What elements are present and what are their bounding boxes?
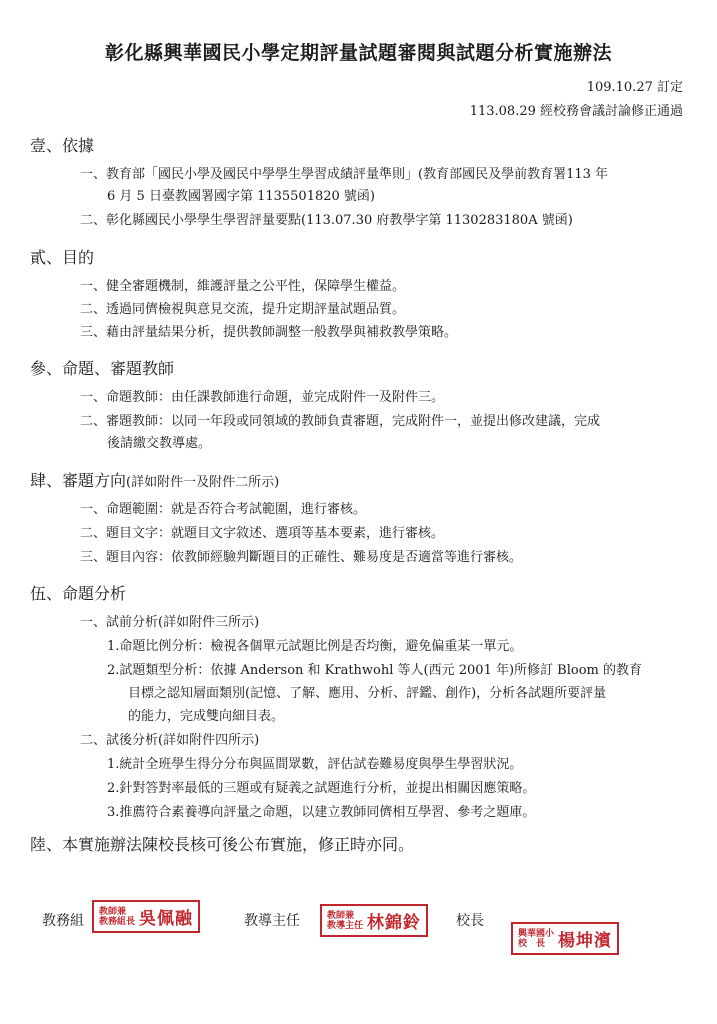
basis-item-1-cont: 6 月 5 日臺教國署國字第 1135501820 號函) [107, 189, 375, 204]
academic-affairs-label: 教務組 [42, 913, 84, 929]
purpose-item-3: 三、藉由評量結果分析，提供教師調整一般教學與補救教學策略。 [80, 325, 458, 340]
post-test-item-2: 2.針對答對率最低的三題或有疑義之試題進行分析，並提出相關因應策略。 [107, 781, 536, 796]
teachers-item-1: 一、命題教師：由任課教師進行命題，並完成附件一及附件三。 [80, 390, 445, 405]
pre-test-item-1: 1.命題比例分析：檢視各個單元試題比例是否均衡，避免偏重某一單元。 [107, 639, 523, 654]
academic-stamp-line-1: 教師兼 [99, 906, 127, 917]
pre-test-item-2-cont-a: 目標之認知層面類別(記憶、了解、應用、分析、評鑑、創作)，分析各試題所要評量 [128, 686, 607, 701]
teachers-item-2-cont: 後請繳交教導處。 [107, 436, 212, 451]
principal-stamp-line-2: 校 長 [518, 938, 546, 949]
review-direction-title: 肆、審題方向 [30, 471, 127, 490]
director-stamp [320, 904, 428, 937]
basis-item-2: 二、彰化縣國民小學學生學習評量要點(113.07.30 府教學字第 1130283180A 號函) [80, 213, 573, 228]
teachers-item-2: 二、審題教師：以同一年段或同領域的教師負責審題，完成附件一，並提出修改建議，完成 [80, 414, 601, 429]
section-heading-implementation: 陸、本實施辦法陳校長核可後公布實施，修正時亦同。 [30, 835, 415, 854]
director-stamp-line-2: 教導主任 [327, 920, 364, 931]
review-item-1: 一、命題範圍：就是否符合考試範圍，進行審核。 [80, 502, 367, 517]
director-stamp-name: 林錦鈴 [367, 913, 422, 933]
pre-test-analysis: 一、試前分析(詳如附件三所示) [80, 615, 260, 630]
review-direction-note: (詳如附件一及附件二所示) [126, 475, 280, 490]
academic-stamp-name: 吳佩融 [139, 909, 194, 929]
review-item-3: 三、題目內容：依教師經驗判斷題目的正確性、難易度是否適當等進行審核。 [80, 550, 523, 565]
basis-item-1: 一、教育部「國民小學及國民中學學生學習成績評量準則」(教育部國民及學前教育署113 年 [80, 167, 609, 182]
principal-stamp-name: 楊坤濱 [558, 931, 613, 951]
established-date: 109.10.27 訂定 [586, 80, 683, 95]
pre-test-item-2-cont-b: 的能力，完成雙向細目表。 [128, 709, 285, 724]
section-heading-purpose: 貳、目的 [30, 248, 95, 267]
review-item-2: 二、題目文字：就題目文字敘述、選項等基本要素，進行審核。 [80, 526, 445, 541]
academic-affairs-stamp [92, 900, 200, 933]
pre-test-item-2: 2.試題類型分析：依據 Anderson 和 Krathwohl 等人(西元 2001 年)所修訂 Bloom 的教育 [107, 663, 642, 678]
section-heading-analysis: 伍、命題分析 [30, 584, 127, 603]
director-stamp-line-1: 教師兼 [327, 910, 355, 921]
section-heading-review-direction [30, 468, 279, 491]
post-test-item-3: 3.推薦符合素養導向評量之命題，以建立教師同儕相互學習、參考之題庫。 [107, 805, 536, 820]
purpose-item-2: 二、透過同儕檢視與意見交流，提升定期評量試題品質。 [80, 302, 406, 317]
revised-date: 113.08.29 經校務會議討論修正通過 [469, 104, 683, 119]
principal-label: 校長 [456, 913, 484, 929]
director-label: 教導主任 [244, 913, 300, 929]
document-title: 彰化縣興華國民小學定期評量試題審閱與試題分析實施辦法 [104, 42, 612, 64]
academic-stamp-line-2: 教務組長 [99, 916, 136, 927]
principal-stamp [511, 922, 619, 955]
purpose-item-1: 一、健全審題機制，維護評量之公平性，保障學生權益。 [80, 279, 406, 294]
post-test-item-1: 1.統計全班學生得分分布與區間眾數，評估試卷難易度與學生學習狀況。 [107, 757, 523, 772]
section-heading-basis: 壹、依據 [30, 136, 95, 155]
principal-stamp-line-1: 興華國小 [518, 928, 555, 939]
section-heading-teachers: 參、命題、審題教師 [30, 359, 175, 378]
post-test-analysis: 二、試後分析(詳如附件四所示) [80, 733, 260, 748]
